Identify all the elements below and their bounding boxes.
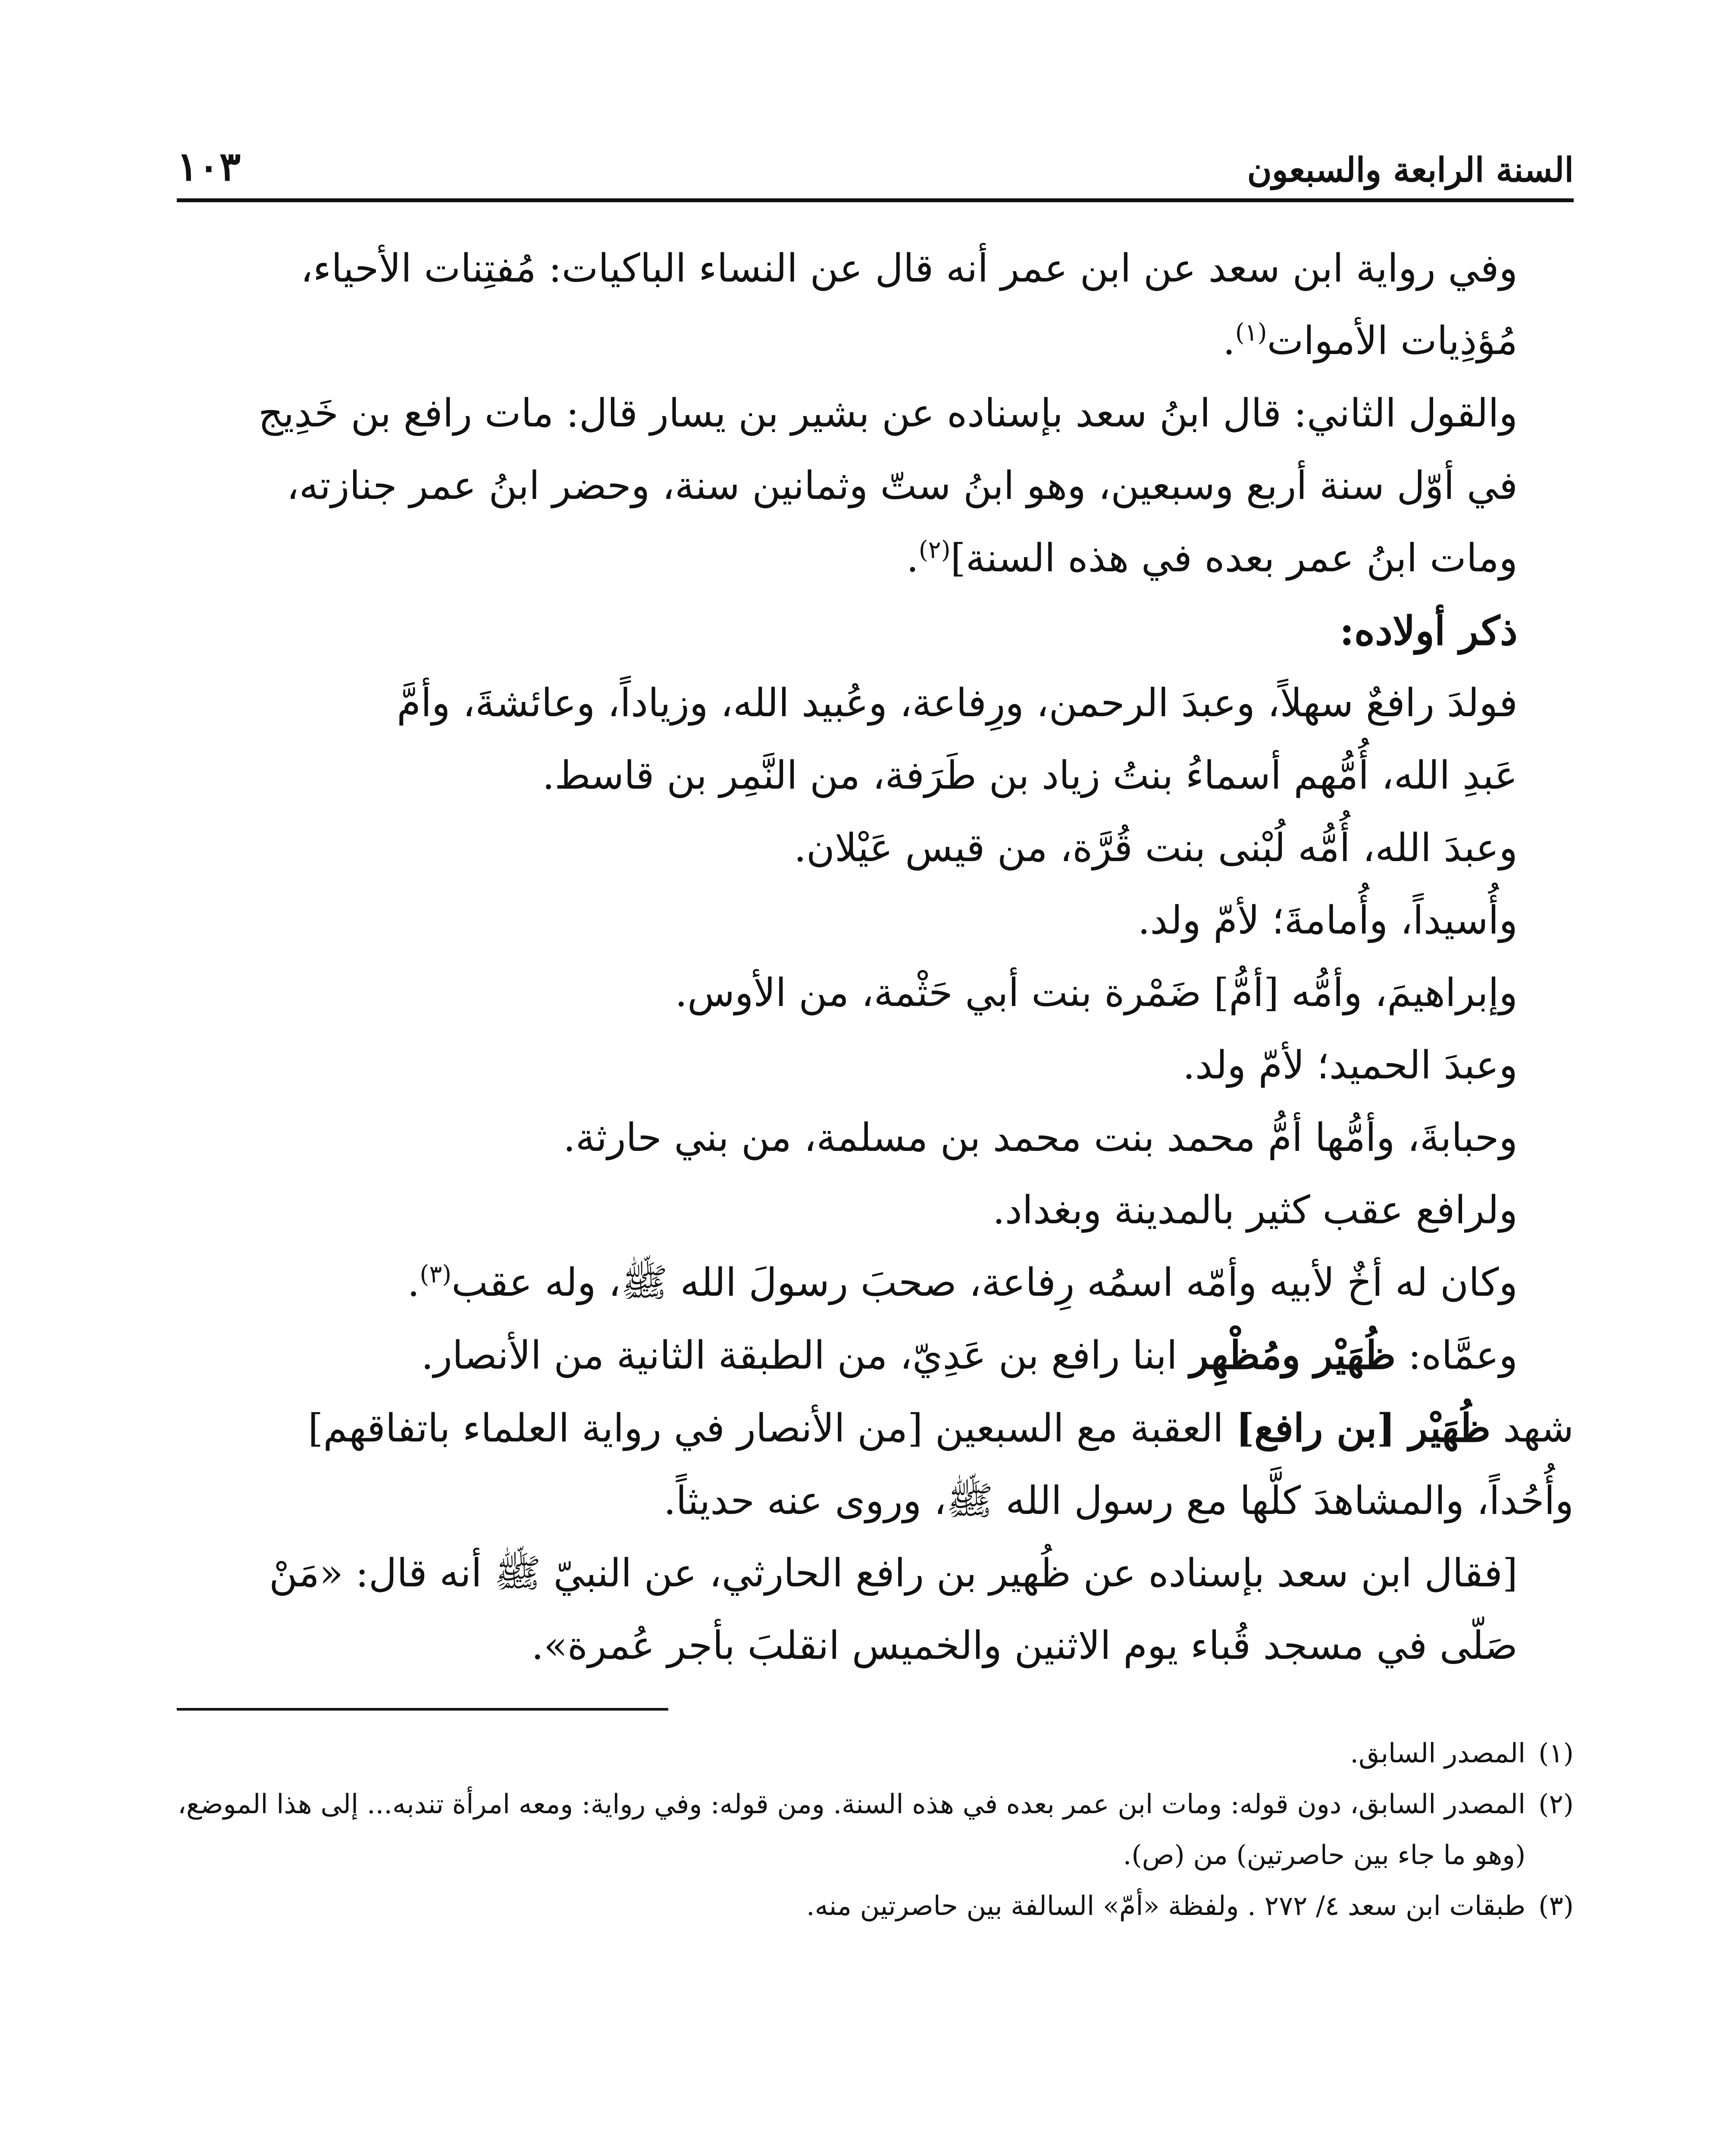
text-line: صَلّى في مسجد قُباء يوم الاثنين والخميس انقلبَ بأجر عُمرة».	[531, 1623, 1518, 1668]
footnote-text: طبقات ابن سعد ٤/ ٢٧٢ . ولفظة «أمّ» السالفة بين حاصرتين منه.	[806, 1890, 1526, 1921]
punctuation: .	[1223, 318, 1235, 364]
text-line: في أوّل سنة أربع وسبعين، وهو ابنُ ستّ وثمانين سنة، وحضر ابنُ عمر جنازته،	[286, 463, 1518, 508]
footnote-separator	[177, 1708, 668, 1711]
section-heading: ذكر أولاده:	[1339, 608, 1518, 654]
page-header	[177, 125, 1574, 202]
bold-names: ظُهَيْر ومُظْهِر	[1190, 1332, 1396, 1378]
paragraph-4: وعبدَ الله، أُمُّه لُبْنى بنت قُرَّة، من قيس عَيْلان.	[794, 825, 1518, 871]
text-line	[177, 1392, 1574, 1465]
footnote-ref: (١)	[1235, 319, 1267, 347]
text-line: فولدَ رافعٌ سهلاً، وعبدَ الرحمن، ورِفاعة، وعُبيد الله، وزياداً، وعائشةَ، وأمَّ	[397, 680, 1518, 726]
text-line: عَبدِ الله، أُمُّهم أسماءُ بنتُ زياد بن طَرَفة، من النَّمِر بن قاسط.	[542, 753, 1518, 798]
paragraph-2	[177, 377, 1574, 595]
paragraph-10	[177, 1247, 1574, 1319]
text-line	[177, 305, 1574, 377]
text-fragment: العقبة مع السبعين [من الأنصار في رواية العلماء باتفاقهم]	[308, 1406, 1236, 1451]
paragraph-1	[177, 232, 1574, 377]
footnote-ref: (٣)	[420, 1260, 452, 1288]
footnote-text: المصدر السابق، دون قوله: ومات ابن عمر بعده في هذه السنة. ومن قوله: وفي رواية: ومعه امرأة تندبه... إلى هذا الموضع، (وهو ما جاء بين حاصرتين) من (ص).	[177, 1788, 1526, 1871]
paragraph-8: وحبابةَ، وأمُّها أمُّ محمد بنت محمد بن مسلمة، من بني حارثة.	[563, 1115, 1518, 1160]
text-fragment: شهد	[1490, 1406, 1574, 1451]
footnotes	[177, 1728, 1574, 1931]
footnote	[177, 1779, 1574, 1880]
running-title: السنة الرابعة والسبعون	[1247, 150, 1574, 190]
page-number: ١٠٣	[177, 143, 241, 190]
paragraph-12	[177, 1392, 1574, 1537]
text-fragment: وكان له أخٌ لأبيه وأمّه اسمُه رِفاعة، صحبَ رسولَ الله ﷺ، وله عقب	[451, 1260, 1518, 1305]
footnote	[177, 1728, 1574, 1779]
footnote-number: (٢)	[1538, 1788, 1574, 1820]
text-line: وفي رواية ابن سعد عن ابن عمر أنه قال عن النساء الباكيات: مُفتِنات الأحياء،	[300, 246, 1518, 291]
text-line: وأُحُداً، والمشاهدَ كلَّها مع رسول الله ﷺ، وروى عنه حديثاً.	[664, 1478, 1574, 1523]
footnote	[177, 1880, 1574, 1931]
paragraph-11	[177, 1319, 1574, 1392]
punctuation: .	[407, 1260, 420, 1305]
text-fragment: ابنا رافع بن عَدِيّ، من الطبقة الثانية من الأنصار.	[421, 1333, 1190, 1378]
paragraph-6: وإبراهيمَ، وأمُّه [أمُّ] ضَمْرة بنت أبي حَثْمة، من الأوس.	[675, 970, 1518, 1015]
footnote-separator-wrap	[177, 1682, 1574, 1728]
bold-name: ظُهَيْر [بن رافع]	[1236, 1405, 1491, 1451]
paragraph-9: ولرافع عقب كثير بالمدينة وبغداد.	[993, 1188, 1518, 1233]
paragraph-5: وأُسيداً، وأُمامةَ؛ لأمّ ولد.	[1137, 898, 1518, 943]
footnote-ref: (٢)	[918, 536, 951, 564]
text-line: [فقال ابن سعد بإسناده عن ظُهير بن رافع الحارثي، عن النبيّ ﷺ أنه قال: «مَنْ	[269, 1551, 1518, 1596]
footnote-text: المصدر السابق.	[1350, 1737, 1526, 1769]
text-line: والقول الثاني: قال ابنُ سعد بإسناده عن بشير بن يسار قال: مات رافع بن خَدِيج	[258, 391, 1518, 436]
page-body	[177, 232, 1574, 1682]
text-line	[177, 522, 1574, 595]
paragraph-3	[177, 667, 1574, 812]
page	[177, 125, 1574, 1931]
text-fragment: ومات ابنُ عمر بعده في هذه السنة]	[950, 536, 1518, 581]
text-fragment: مُؤذِيات الأموات	[1267, 318, 1518, 364]
paragraph-7: وعبدَ الحميد؛ لأمّ ولد.	[1183, 1043, 1518, 1088]
punctuation: .	[906, 536, 919, 581]
text-fragment: وعمَّاه:	[1396, 1333, 1518, 1378]
footnote-number: (١)	[1538, 1737, 1574, 1769]
footnote-number: (٣)	[1538, 1890, 1574, 1921]
paragraph-13	[177, 1537, 1574, 1682]
